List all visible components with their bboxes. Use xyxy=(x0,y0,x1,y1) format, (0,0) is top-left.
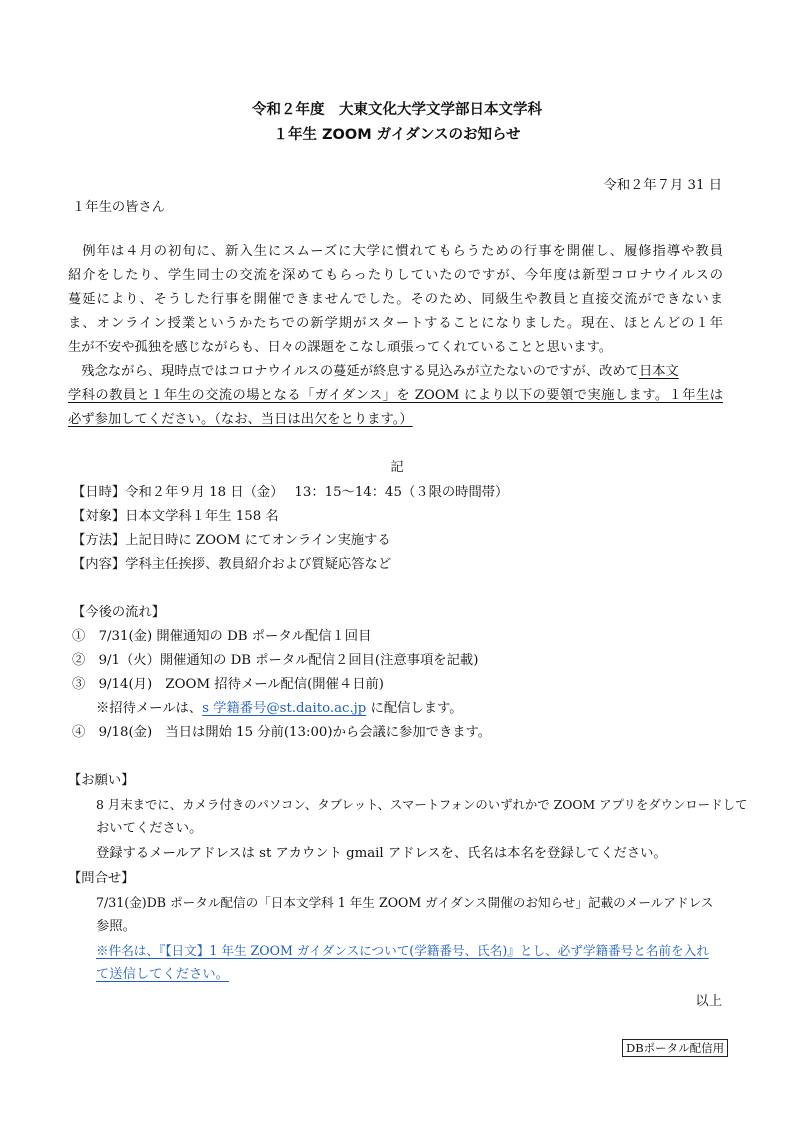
document-date: 令和２年７月 31 日 xyxy=(603,178,722,193)
request-line-1: 8 月末までに、カメラ付きのパソコン、タブレット、スマートフォンのいずれかで ZOOM アプリをダウンロードして xyxy=(96,797,748,812)
page-subtitle: １年生 ZOOM ガイダンスのお知らせ xyxy=(273,127,521,143)
detail-content: 【内容】学科主任挨拶、教員紹介および質疑応答など xyxy=(72,557,392,572)
request-line-3: 登録するメールアドレスは st アカウント gmail アドレスを、氏名は本名を登録してください。 xyxy=(96,846,667,861)
flow-note-suffix: に配信します。 xyxy=(366,701,463,716)
contact-line-1: 7/31(金)DB ポータル配信の「日本文学科 1 年生 ZOOM ガイダンス開催のお知らせ」記載のメールアドレス xyxy=(96,895,714,910)
flow-item-3: ③ 9/14(月) ZOOM 招待メール配信(開催４日前) xyxy=(72,677,384,692)
paragraph-1-line-1: 例年は４月の初旬に、新入生にスムーズに大学に慣れてもらうための行事を開催し、履修指導や教員 xyxy=(68,244,723,259)
request-line-2: おいてください。 xyxy=(96,821,203,836)
request-heading: 【お願い】 xyxy=(68,773,135,788)
paragraph-1-line-5: 生が不安や孤独を感じながらも、日々の課題をこなし頑張ってくれていることと思います。 xyxy=(68,340,613,355)
flow-item-1: ① 7/31(金) 開催通知の DB ポータル配信１回目 xyxy=(72,629,372,644)
detail-method: 【方法】上記日時に ZOOM にてオンライン実施する xyxy=(72,533,391,548)
closing-text: 以上 xyxy=(695,994,722,1009)
paragraph-1-line-2: 紹介をしたり、学生同士の交流を深めてもらったりしていたのですが、今年度は新型コロナウイルスの xyxy=(68,268,723,283)
contact-heading: 【問合せ】 xyxy=(68,871,135,886)
flow-heading: 【今後の流れ】 xyxy=(72,605,166,620)
flow-item-2: ② 9/1（火）開催通知の DB ポータル配信２回目(注意事項を記載) xyxy=(72,653,479,668)
contact-subject-instruction-line-1[interactable]: ※件名は、『【日文】1 年生 ZOOM ガイダンスについて(学籍番号、氏名)』とし、必ず学籍番号と名前を入れ xyxy=(96,943,709,958)
detail-target: 【対象】日本文学科１年生 158 名 xyxy=(72,509,279,524)
page-title: 令和２年度 大東文化大学文学部日本文学科 xyxy=(252,102,542,118)
paragraph-1-line-4: ま、オンライン授業というかたちでの新学期がスタートすることになりました。現在、ほとんどの１年 xyxy=(68,316,723,331)
paragraph-2-line-1 xyxy=(68,363,679,381)
paragraph-2-underlined-text: 日本文 xyxy=(638,364,679,379)
paragraph-2-line-2: 学科の教員と１年生の交流の場となる「ガイダンス」を ZOOM により以下の要領で実施します。１年生は xyxy=(68,388,723,403)
ki-heading: 記 xyxy=(390,460,404,475)
distribution-label-box: DBポータル配信用 xyxy=(622,1039,728,1057)
flow-note xyxy=(96,700,463,718)
paragraph-1-line-3: 蔓延により、そうした行事を開催できませんでした。そのため、同級生や教員と直接交流ができないま xyxy=(68,292,723,307)
contact-subject-instruction-line-2[interactable]: て送信してください。 xyxy=(96,967,229,982)
salutation: １年生の皆さん xyxy=(72,200,166,215)
flow-note-prefix: ※招待メールは、 xyxy=(96,701,203,716)
detail-datetime: 【日時】令和２年９月 18 日（金） 13：15～14：45（３限の時間帯） xyxy=(72,485,509,500)
contact-line-2: 参照。 xyxy=(96,919,136,934)
paragraph-2-line-3: 必ず参加してください。（なお、当日は出欠をとります。） xyxy=(68,412,413,427)
invite-email-link[interactable]: s 学籍番号@st.daito.ac.jp xyxy=(202,701,367,716)
paragraph-2-line-1-text: 残念ながら、現時点ではコロナウイルスの蔓延が終息する見込みが立たないのですが、改めて xyxy=(68,364,639,379)
flow-item-4: ④ 9/18(金) 当日は開始 15 分前(13:00)から会議に参加できます。 xyxy=(72,725,492,740)
